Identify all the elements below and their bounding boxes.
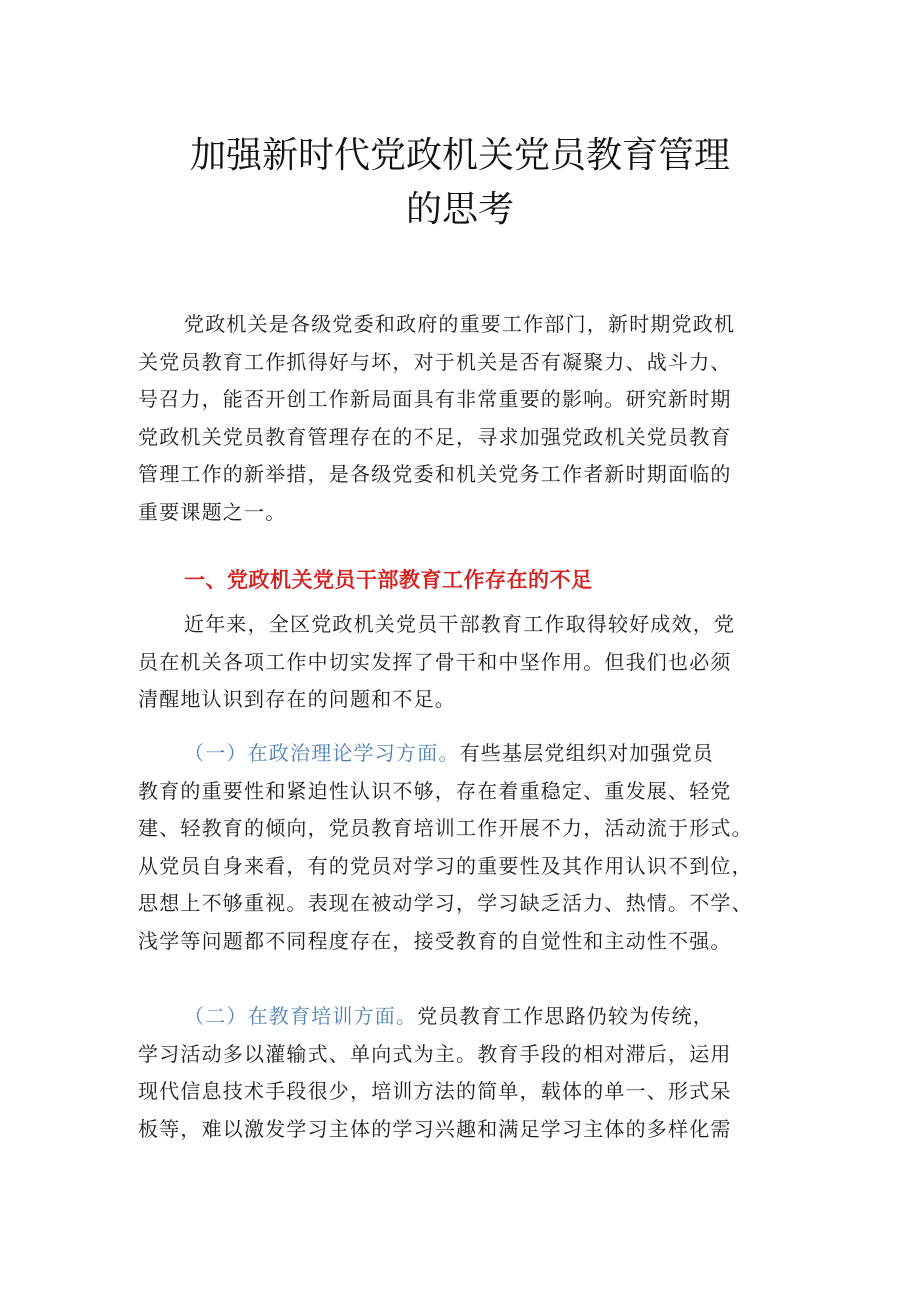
document-title-line1: 加强新时代党政机关党员教育管理 (189, 135, 730, 176)
paragraph-line: 党政机关是各级党委和政府的重要工作部门，新时期党政机 (184, 312, 736, 336)
paragraph-text: 党员教育工作思路仍较为传统， (417, 1004, 715, 1028)
paragraph-line: 党政机关党员教育管理存在的不足，寻求加强党政机关党员教育 (138, 424, 732, 449)
section1-paragraph (138, 606, 792, 719)
paragraph-line: 近年来，全区党政机关党员干部教育工作取得较好成效，党 (184, 612, 736, 636)
paragraph-line: 浅学等问题都不同程度存在，接受教育的自觉性和主动性不强。 (138, 928, 732, 953)
paragraph-text: 有些基层党组织对加强党员 (459, 741, 715, 765)
paragraph-line: 号召力，能否开创工作新局面具有非常重要的影响。研究新时期 (138, 387, 732, 411)
paragraph-line: 建、轻教育的倾向，党员教育培训工作开展不力，活动流于形式。 (138, 816, 753, 840)
sub2-paragraph (138, 998, 792, 1148)
paragraph-line (138, 998, 792, 1036)
paragraph-line: 从党员自身来看，有的党员对学习的重要性及其作用认识不到位， (138, 853, 753, 878)
paragraph-line: 关党员教育工作抓得好与坏，对于机关是否有凝聚力、战斗力、 (138, 349, 732, 374)
sub1-paragraph (138, 735, 792, 960)
paragraph-line: 板等，难以激发学习主体的学习兴趣和满足学习主体的多样化需 (138, 1116, 732, 1141)
paragraph-line: 重要课题之一。 (138, 499, 287, 524)
paragraph-line: 思想上不够重视。表现在被动学习，学习缺乏活力、热情。不学、 (138, 891, 753, 915)
paragraph-line: 清醒地认识到存在的问题和不足。 (138, 687, 456, 711)
paragraph-line: 员在机关各项工作中切实发挥了骨干和中坚作用。但我们也必须 (138, 649, 732, 674)
document-title-line2: 的思考 (405, 189, 514, 230)
intro-paragraph (138, 306, 792, 531)
paragraph-line: 学习活动多以灌输式、单向式为主。教育手段的相对滞后，运用 (138, 1041, 732, 1066)
subsection-heading: （一）在政治理论学习方面。 (184, 741, 460, 765)
paragraph-line: 管理工作的新举措，是各级党委和机关党务工作者新时期面临的 (138, 462, 732, 486)
paragraph-line (138, 735, 792, 773)
paragraph-line: 现代信息技术手段很少，培训方法的简单，载体的单一、形式呆 (138, 1079, 732, 1103)
subsection-heading: （二）在教育培训方面。 (184, 1004, 418, 1028)
paragraph-line: 教育的重要性和紧迫性认识不够，存在着重稳定、重发展、轻党 (138, 778, 732, 803)
section-heading: 一、党政机关党员干部教育工作存在的不足 (184, 568, 593, 592)
